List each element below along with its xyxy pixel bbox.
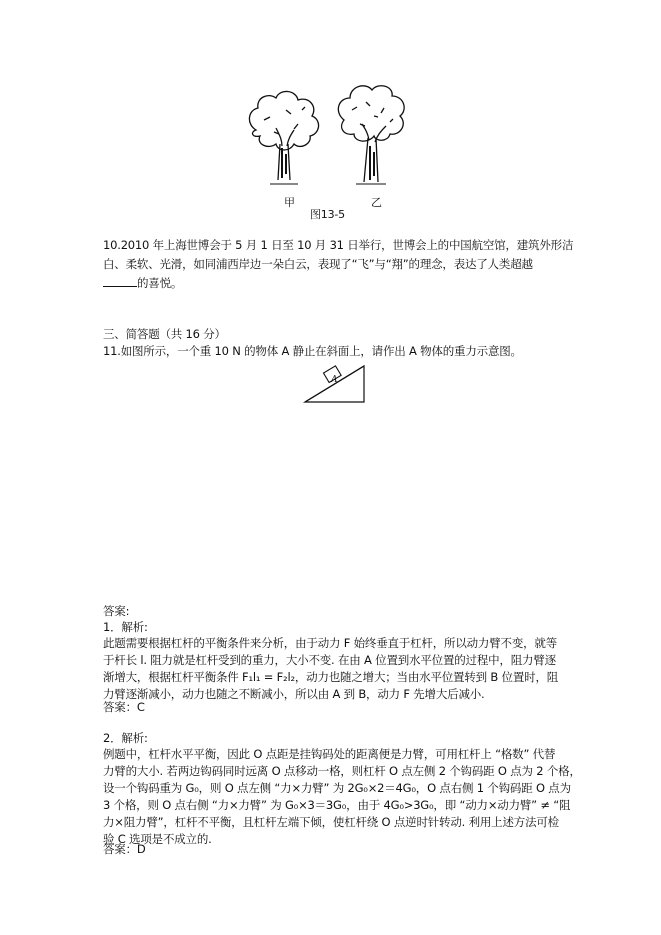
q10-line-3: 的喜悦。 <box>103 275 182 292</box>
answer-2-title: 2．解析: <box>103 731 148 745</box>
block-label: A <box>331 375 338 385</box>
answer-2-line: 力臂的大小. 若两边钩码同时远离 O 点移动一格，则杠杆 O 点左侧 2 个钩码距 O 点为 2 个格， <box>103 764 581 778</box>
answer-2-line: 验 C 选项是不成立的. <box>103 832 212 846</box>
answers-heading: 答案: <box>103 604 130 618</box>
answer-blank <box>103 275 137 287</box>
section-heading: 三、简答题（共 16 分） <box>103 327 226 341</box>
tree-right <box>338 86 404 182</box>
figure-caption: 图13-5 <box>310 208 345 221</box>
answer-2-line: 设一个钩码重为 G₀，则 O 点左侧 “力×力臂” 为 2G₀×2＝4G₀，O 点右侧 1 个钩码距 O 点为 <box>103 781 571 795</box>
answer-2-line: 3 个格，则 O 点右侧 “力×力臂” 为 G₀×3＝3G₀，由于 4G₀>3G₀，即 “动力×动力臂” ≠ “阻 <box>103 798 571 812</box>
answer-1-line: 渐增大，根据杠杆平衡条件 F₁l₁ = F₂l₂，动力也随之增大；当由水平位置转到 B 位置时，阻 <box>103 670 559 684</box>
answer-1-title: 1．解析: <box>103 620 148 634</box>
answer-1-result: 答案：C <box>103 700 145 714</box>
answer-2-line: 力×阻力臂”，杠杆不平衡，且杠杆左端下倾，使杠杆绕 O 点逆时针转动. 利用上述方法可检 <box>103 815 559 829</box>
answer-2-line: 例题中，杠杆水平平衡，因此 O 点距是挂钩码处的距离便是力臂，可用杠杆上 “格数” 代替 <box>103 747 556 761</box>
figure-label-right: 乙 <box>371 196 382 209</box>
tree-left <box>249 91 318 180</box>
q11-text: 11.如图所示，一个重 10 N 的物体 A 静止在斜面上，请作出 A 物体的重力示意图。 <box>103 344 522 358</box>
incline-diagram <box>300 364 370 406</box>
q10-line-2: 白、柔软、光滑，如同浦西岸边一朵白云，表现了“飞”与“翔”的理念，表达了人类超越 <box>103 257 533 271</box>
figure-label-left: 甲 <box>284 196 295 209</box>
answer-2-result: 答案：D <box>103 842 146 856</box>
answer-1-line: 于杆长 l. 阻力就是杠杆受到的重力，大小不变. 在由 A 位置到水平位置的过程中，阻力臂逐 <box>103 653 556 667</box>
answer-1-line: 力臂逐渐减小，动力也随之不断减小，所以由 A 到 B，动力 F 先增大后减小. <box>103 687 485 701</box>
q10-line-1: 10.2010 年上海世博会于 5 月 1 日至 10 月 31 日举行，世博会上的中国航空馆，建筑外形洁 <box>103 238 574 252</box>
tree-illustration <box>240 80 410 210</box>
answer-1-line: 此题需要根据杠杆的平衡条件来分析，由于动力 F 始终垂直于杠杆，所以动力臂不变，就等 <box>103 636 558 650</box>
